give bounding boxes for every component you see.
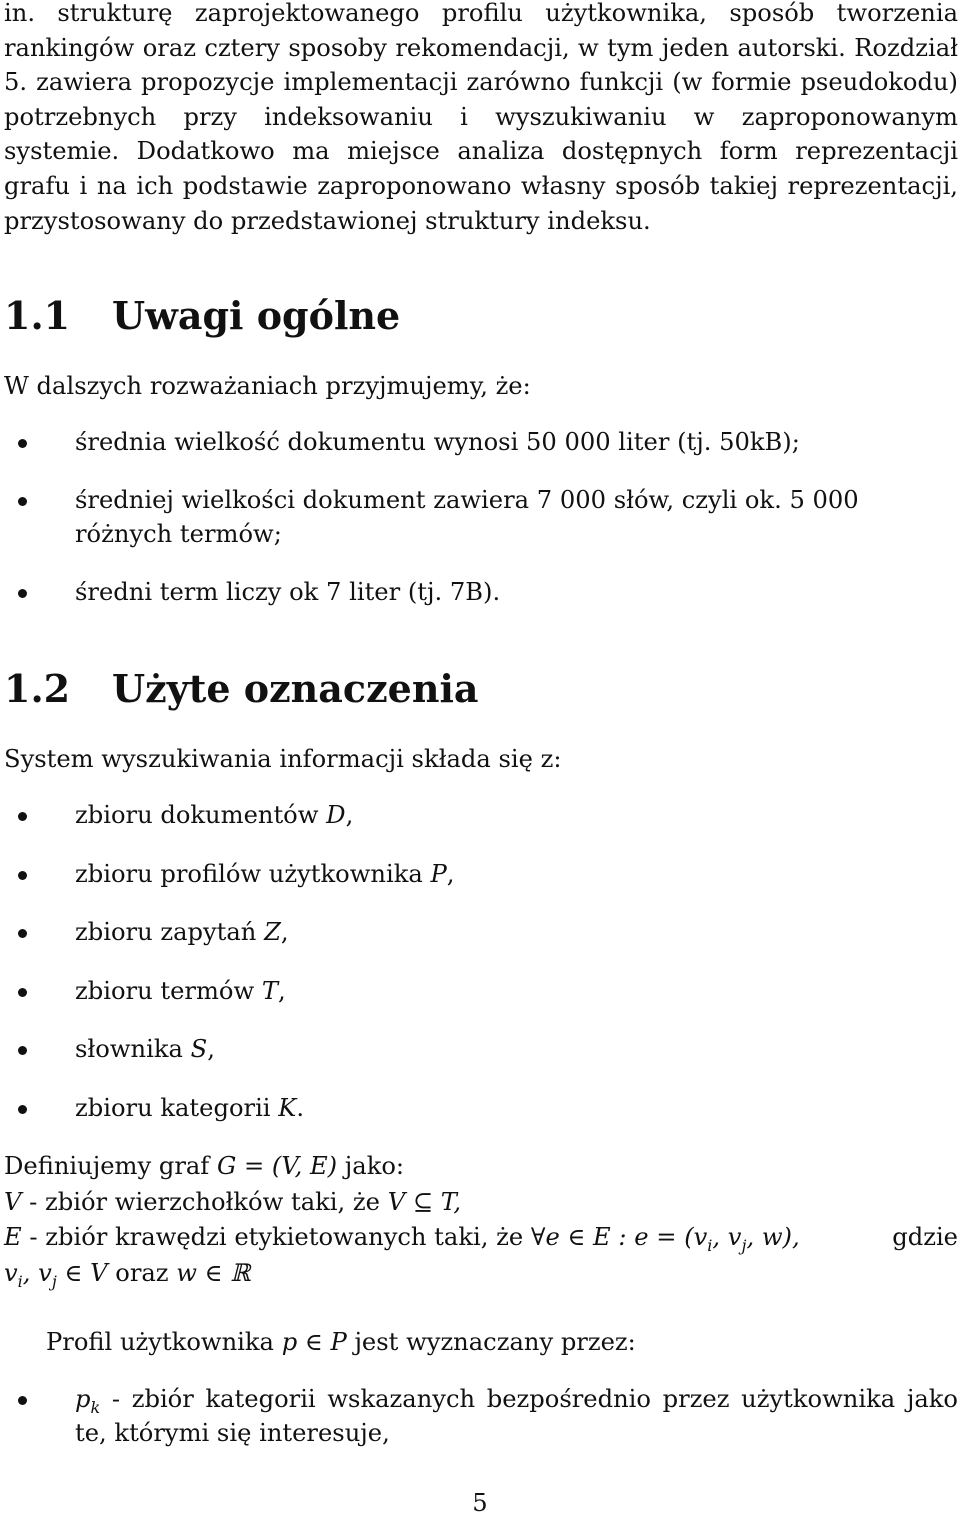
bullet-icon bbox=[18, 1105, 27, 1114]
profile-text-end: jest wyznaczany przez: bbox=[354, 1328, 636, 1356]
list-item bbox=[0, 483, 960, 551]
section-title: Uwagi ogólne bbox=[112, 293, 401, 338]
list-item bbox=[0, 575, 960, 609]
bullet-icon bbox=[18, 988, 27, 997]
math-formula: $v_i$, $v_j$ ∈ V bbox=[4, 1258, 108, 1291]
definition-text: - zbiór wierzchołków taki, że bbox=[29, 1187, 380, 1216]
list-item-text: słownika bbox=[75, 1035, 183, 1064]
math-symbol: D bbox=[326, 801, 346, 829]
section-number: 1.1 bbox=[4, 293, 71, 338]
list-item-punct: . bbox=[296, 1093, 305, 1122]
math-symbol: V bbox=[4, 1187, 22, 1216]
profile-formula: p ∈ P bbox=[281, 1328, 347, 1356]
math-symbol: P bbox=[430, 859, 447, 888]
list-item-text: średni term liczy ok 7 liter (tj. 7B). bbox=[75, 578, 501, 606]
math-symbol: T bbox=[261, 976, 278, 1005]
list-item-punct: , bbox=[207, 1035, 215, 1064]
list-item bbox=[0, 1091, 960, 1125]
math-symbol: Z bbox=[264, 918, 281, 947]
math-symbol: K bbox=[278, 1093, 297, 1122]
list-item bbox=[0, 798, 960, 832]
list-item-text: - zbiór kategorii wskazanych bezpośrednio przez użytkownika jako te, którymi się interesuje, bbox=[75, 1385, 958, 1447]
definition-text: - zbiór krawędzi etykietowanych taki, że bbox=[29, 1223, 524, 1251]
vertex-formula: V ⊆ T, bbox=[387, 1187, 462, 1216]
list-item-text: średniej wielkości dokument zawiera 7 000 słów, czyli ok. 5 000 różnych termów; bbox=[75, 486, 859, 548]
list-item-punct: , bbox=[280, 918, 289, 947]
components-list bbox=[0, 798, 960, 1150]
profile-list bbox=[0, 1382, 960, 1450]
math-symbol: $p_k$ bbox=[75, 1385, 101, 1417]
bullet-icon bbox=[18, 929, 27, 938]
list-item-text: zbioru kategorii bbox=[75, 1093, 271, 1122]
edge-definition-line bbox=[4, 1220, 958, 1256]
definition-text: jako: bbox=[344, 1152, 405, 1180]
list-item bbox=[0, 1382, 960, 1450]
list-item-text: zbioru zapytań bbox=[75, 918, 257, 947]
list-item-text: zbioru termów bbox=[75, 976, 255, 1005]
section-lead: System wyszukiwania informacji składa się z: bbox=[4, 745, 562, 773]
intro-paragraph: in. strukturę zaprojektowanego profilu użytkownika, sposób tworzenia rankingów oraz cztery sposoby rekomendacji, w tym jeden autorski. Rozdział 5. zawiera propozycje implementacji zarówno funkcji (w formie pseudokodu) potrzebnych przy indeksowaniu i wyszukiwaniu w zaproponowanym systemie. Dodatkowo ma miejsce analiza dostępnych form reprezentacji grafu i na ich podstawie zaproponowano własny sposób takiej reprezentacji, przystosowany do przedstawionej struktury indeksu. bbox=[4, 0, 958, 235]
math-symbol: E bbox=[4, 1223, 22, 1251]
edge-formula: ∀e ∈ E : $e = (v_i$, $v_j$, w), bbox=[530, 1223, 800, 1255]
list-item-text: zbioru profilów użytkownika bbox=[75, 859, 423, 888]
section-heading-uwagi bbox=[4, 293, 400, 339]
graph-formula: G = (V, E) bbox=[216, 1152, 338, 1180]
list-item bbox=[0, 915, 960, 949]
definition-text: Definiujemy graf bbox=[4, 1152, 210, 1180]
graph-definition-line bbox=[4, 1149, 958, 1185]
list-item-punct: , bbox=[345, 801, 354, 829]
list-item bbox=[0, 425, 960, 459]
profile-lead bbox=[46, 1325, 636, 1359]
list-item-punct: , bbox=[446, 859, 455, 888]
bullet-icon bbox=[18, 439, 27, 448]
edge-definition-main bbox=[4, 1220, 800, 1256]
section-heading-oznaczenia bbox=[4, 666, 479, 712]
math-formula: w ∈ ℝ bbox=[176, 1258, 251, 1287]
section-number: 1.2 bbox=[4, 666, 71, 711]
edge-definition-cont bbox=[4, 1256, 958, 1292]
section-lead: W dalszych rozważaniach przyjmujemy, że: bbox=[4, 372, 531, 400]
page-number: 5 bbox=[472, 1489, 488, 1517]
vertex-definition-line bbox=[4, 1185, 958, 1221]
list-item-punct: , bbox=[278, 976, 286, 1005]
definition-text: gdzie bbox=[892, 1223, 958, 1251]
list-item-text: zbioru dokumentów bbox=[75, 801, 319, 829]
bullet-icon bbox=[18, 589, 27, 598]
list-item bbox=[0, 857, 960, 891]
list-item bbox=[0, 1032, 960, 1066]
section-title: Użyte oznaczenia bbox=[112, 666, 479, 711]
list-item-text: średnia wielkość dokumentu wynosi 50 000 liter (tj. 50kB); bbox=[75, 428, 800, 456]
definition-text: oraz bbox=[115, 1258, 169, 1287]
graph-definition bbox=[4, 1149, 958, 1291]
bullet-icon bbox=[18, 871, 27, 880]
assumptions-list bbox=[0, 425, 960, 633]
bullet-icon bbox=[18, 1046, 27, 1055]
math-symbol: S bbox=[190, 1035, 208, 1064]
bullet-icon bbox=[18, 497, 27, 506]
profile-text: Profil użytkownika bbox=[46, 1328, 274, 1356]
list-item bbox=[0, 974, 960, 1008]
bullet-icon bbox=[18, 812, 27, 821]
bullet-icon bbox=[18, 1396, 27, 1405]
